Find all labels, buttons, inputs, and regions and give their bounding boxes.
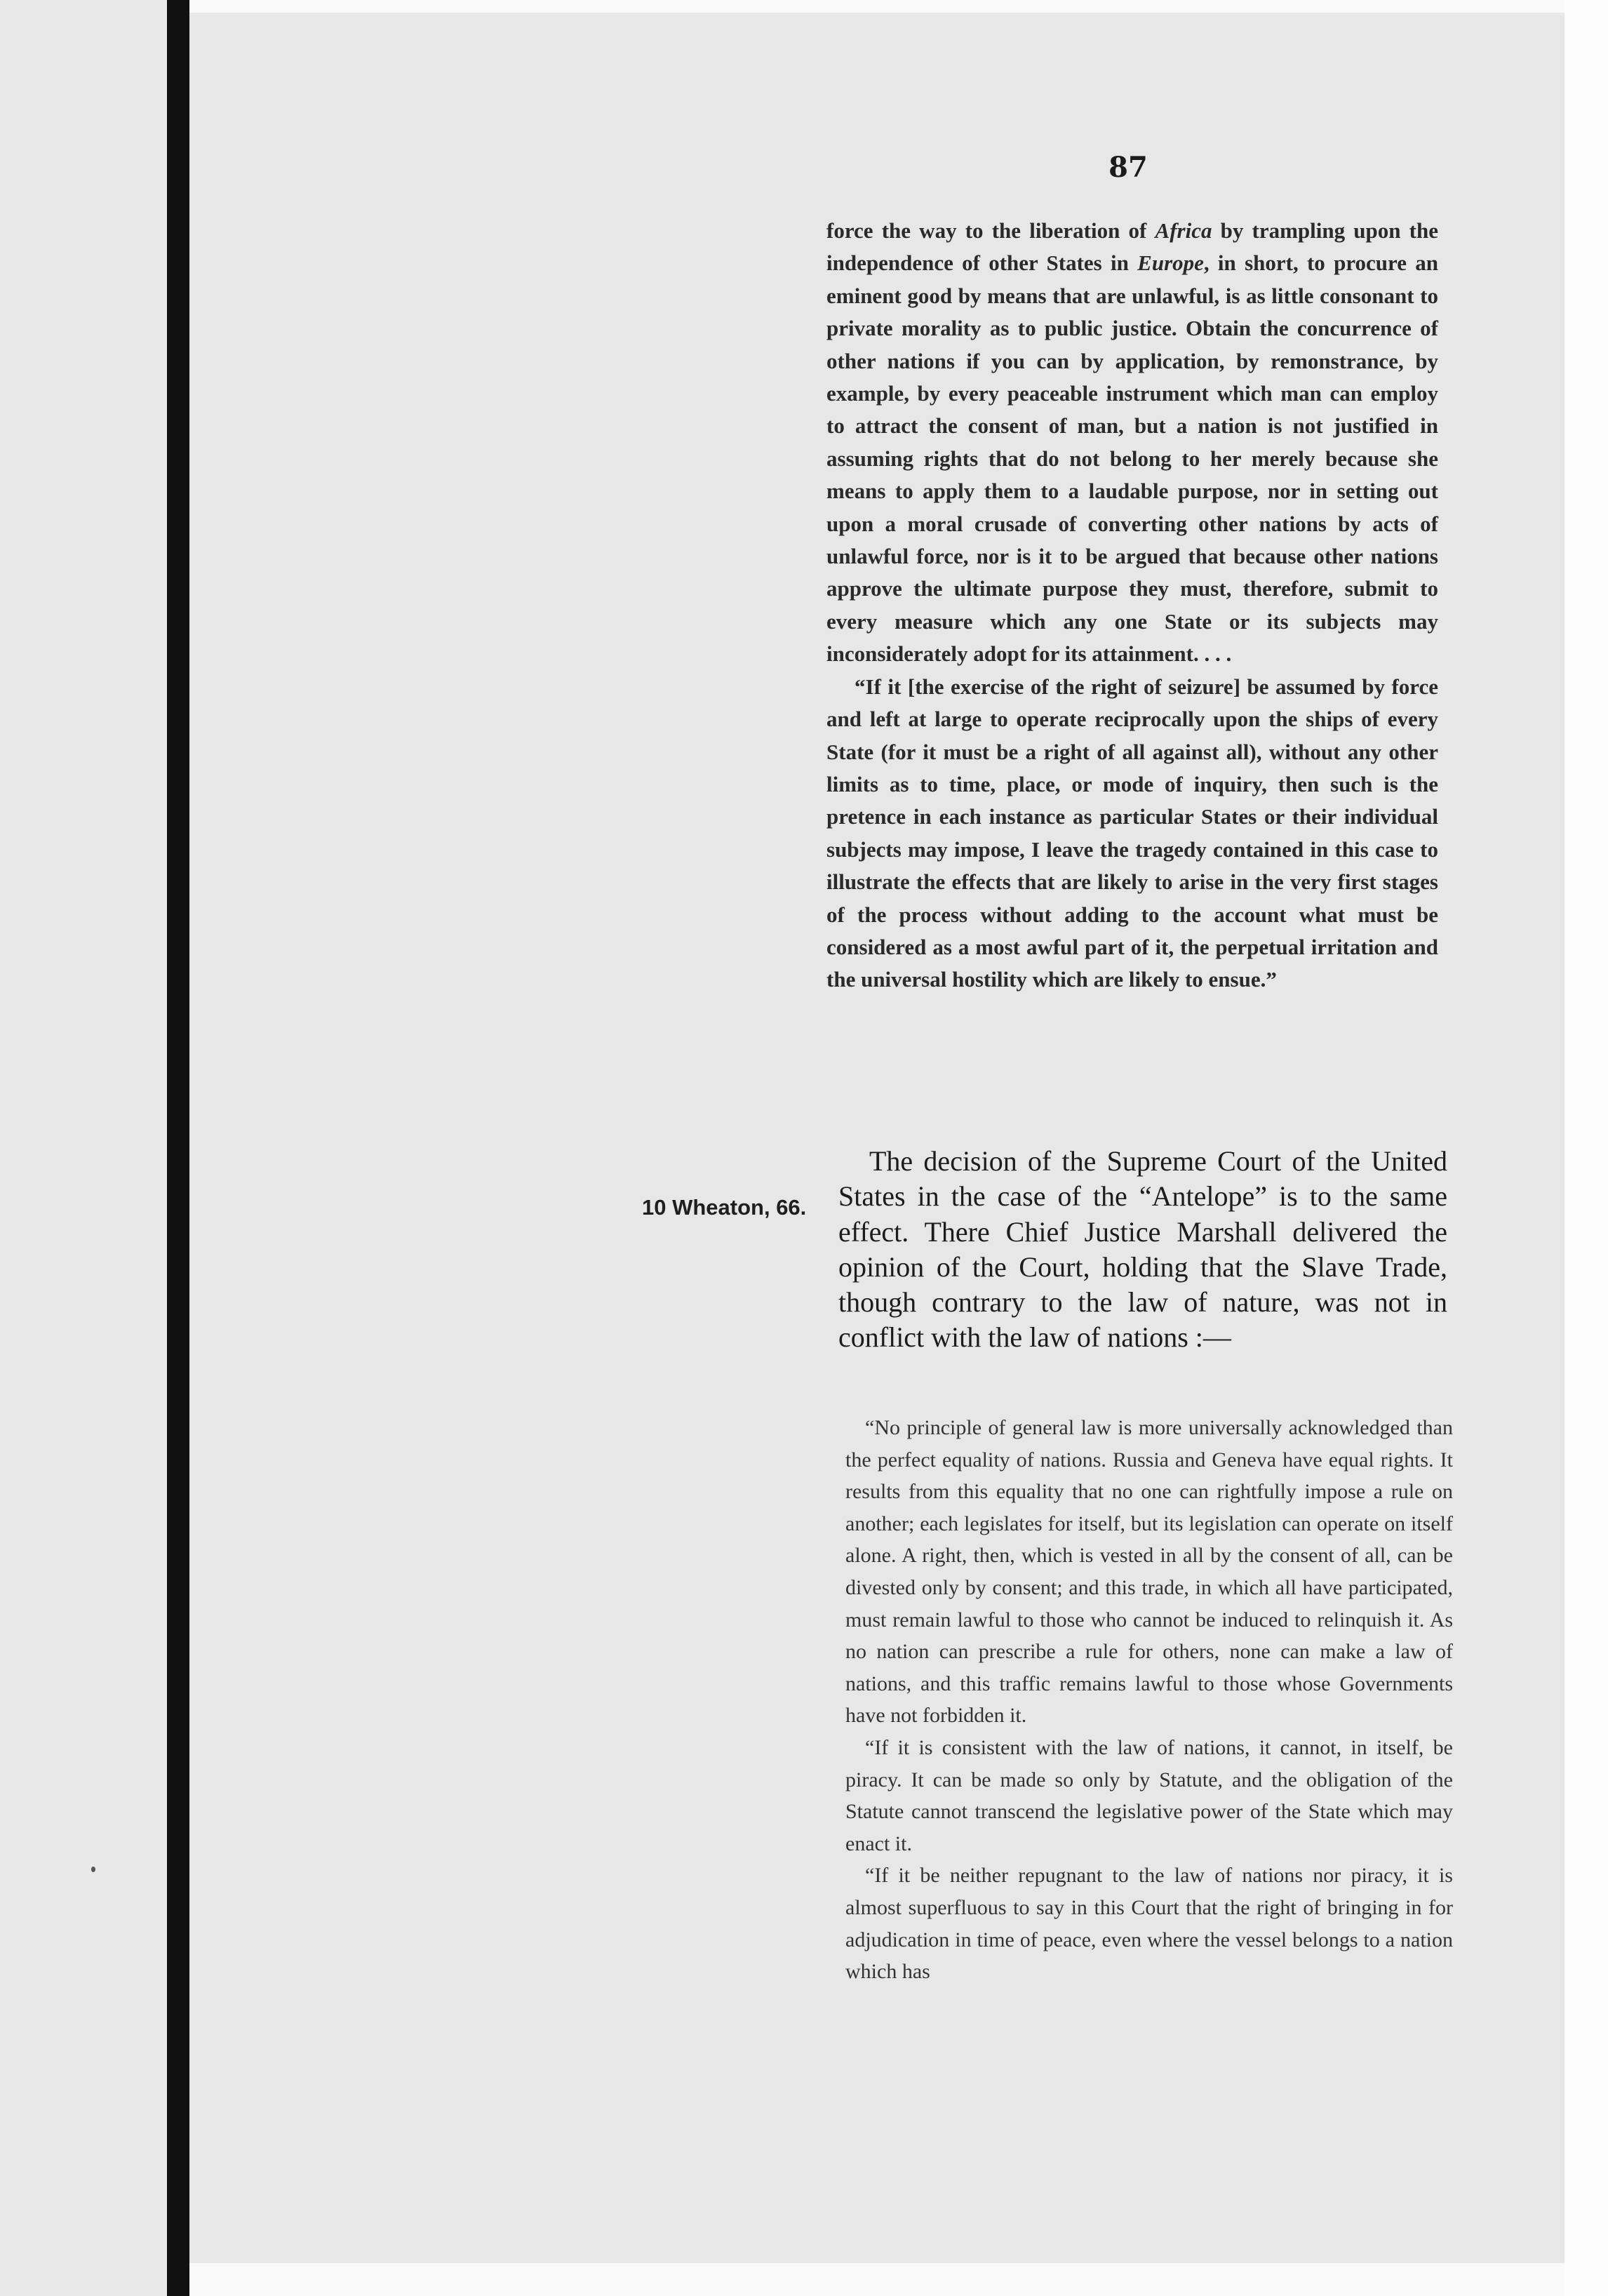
- page-top-edge: [189, 0, 1565, 13]
- europe-word: Europe: [1137, 251, 1204, 276]
- quotation-2-paragraph-1: “No principle of general law is more universally acknowledged than the perfect equality of nations. Russia and Geneva have equal rights. It results from this equality that no one can rightfully impose a rule on another; each legislates for itself, but its legislation can operate on itself alone. A right, then, which is vested in all by the consent of all, can be divested only by consent; and this trade, in which all have participated, must remain lawful to those who cannot be induced to relinquish it. As no nation can prescribe a rule for others, none can make a law of nations, and this traffic remains lawful to those whose Governments have not forbidden it.: [845, 1416, 1453, 1728]
- quote-text: force the way to the liberation of: [826, 218, 1155, 243]
- page-number: 87: [1108, 151, 1148, 184]
- quote-text: by trampling upon the independence of other States in: [826, 218, 1438, 276]
- body-paragraph-text: The decision of the Supreme Court of the United States in the case of the “Antelope” is to the same effect. There Chief Justice Marshall delivered the opinion of the Court, holding that the Slave Trade, though contrary to the law of nature, was not in conflict with the law of nations :—: [838, 1145, 1447, 1354]
- quotation-block-2: [845, 1412, 1453, 1988]
- quotation-1-paragraph-1: [826, 215, 1438, 671]
- page-bottom-edge: [189, 2263, 1565, 2296]
- quotation-block-1: [826, 215, 1438, 996]
- body-paragraph: [838, 1144, 1447, 1356]
- outer-margin: [1565, 0, 1608, 2296]
- quote-text: , in short, to procure an eminent good by means that are unlawful, is as little consonant to private morality as to public justice. Obtain the concurrence of other nations if you can by application, by remonstrance, by example, by every peaceable instrument which man can employ to attract the consent of man, but a nation is not justified in assuming rights that do not belong to her merely because she means to apply them to a laudable purpose, nor in setting out upon a moral crusade of converting other nations by acts of unlawful force, nor is it to be argued that because other nations approve the ultimate purpose they must, therefore, submit to every measure which any one State or its subjects may inconsiderately adopt for its attainment. . . .: [826, 251, 1438, 667]
- quotation-2-paragraph-2: “If it is consistent with the law of nations, it cannot, in itself, be piracy. It can be made so only by Statute, and the obligation of the Statute cannot transcend the legislative power of the State which may enact it.: [845, 1735, 1453, 1855]
- quotation-2-paragraph-3: “If it be neither repugnant to the law of nations nor piracy, it is almost superfluous to say in this Court that the right of bringing in for adjudication in time of peace, even where the vessel belongs to a nation which has: [845, 1864, 1453, 1984]
- africa-word: Africa: [1155, 218, 1212, 243]
- facing-page-edge: [0, 0, 167, 2296]
- margin-citation: 10 Wheaton, 66.: [642, 1195, 807, 1220]
- book-gutter: [167, 0, 189, 2296]
- quotation-1-paragraph-2: “If it [the exercise of the right of seizure] be assumed by force and left at large to operate reciprocally upon the ships of every State (for it must be a right of all against all), without any other limits as to time, place, or mode of inquiry, then such is the pretence in each instance as particular States or their individual subjects may impose, I leave the tragedy contained in this case to illustrate the effects that are likely to arise in the very first stages of the process without adding to the account what must be considered as a most awful part of it, the perpetual irritation and the universal hostility which are likely to ensue.”: [826, 674, 1438, 992]
